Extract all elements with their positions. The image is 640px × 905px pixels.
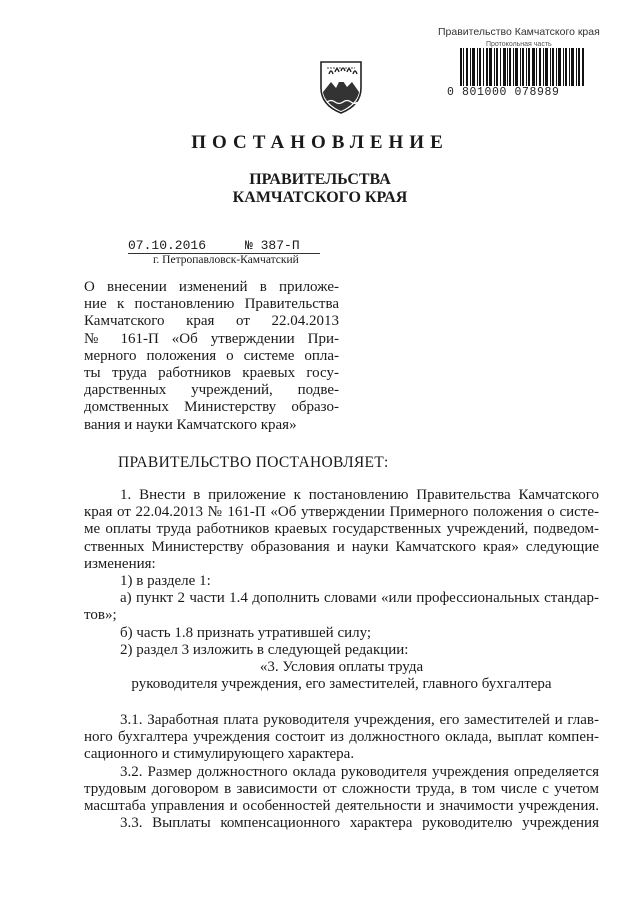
subject-line: № 161-П «Об утверждении При- xyxy=(84,330,339,347)
text-line: сационного и стимулирующего характера. xyxy=(84,746,355,763)
section-heading-line: «3. Условия оплаты труда xyxy=(259,659,424,676)
kamchatka-emblem-icon xyxy=(317,58,365,114)
issuer-line-2: КАМЧАТСКОГО КРАЯ xyxy=(232,189,408,206)
text-line: б) часть 1.8 признать утратившей силу; xyxy=(120,624,372,641)
subject-line: ты труда работников краевых госу- xyxy=(84,365,339,382)
document-title: ПОСТАНОВЛЕНИЕ xyxy=(191,132,449,153)
text-line: а) пункт 2 части 1.4 дополнить словами «или профессиональных стандар- xyxy=(120,590,599,607)
text-line: ного бухгалтера учреждения состоит из должностного оклада, выплат компен- xyxy=(84,729,599,746)
text-line: масштаба управления и особенностей деятельности и значимости учреждения. xyxy=(84,798,599,815)
decree-heading: ПРАВИТЕЛЬСТВО ПОСТАНОВЛЯЕТ: xyxy=(118,454,389,471)
text-line: ме оплаты труда работников краевых государственных учреждений, подведом- xyxy=(84,521,599,538)
paragraph-3-1 xyxy=(84,712,599,832)
text-line: 3.1. Заработная плата руководителя учреждения, его заместителей и глав- xyxy=(120,712,599,728)
issue-city: г. Петропавловск-Камчатский xyxy=(153,254,299,266)
barcode xyxy=(460,48,584,86)
text-line: ственных Министерству образования и науки Камчатского края» следующие xyxy=(84,538,599,555)
subject-line: О внесении изменений в приложе- xyxy=(84,279,339,295)
text-line: 3.2. Размер должностного оклада руководителя учреждения определяется xyxy=(120,763,599,780)
text-line: тов»; xyxy=(84,607,117,624)
subject-line: дарственных учреждений, подве- xyxy=(84,382,339,399)
issuer-line-1: ПРАВИТЕЛЬСТВА xyxy=(249,171,391,188)
text-line: трудовым договором в зависимости от сложности труда, в том числе с учетом xyxy=(84,780,599,797)
text-line: 3.3. Выплаты компенсационного характера руководителю учреждения xyxy=(120,815,599,832)
document-subject xyxy=(84,279,339,434)
date-and-number: 07.10.2016 № 387-П xyxy=(128,238,320,254)
barcode-number: 0 801000 078989 xyxy=(447,86,560,99)
text-line: 1. Внести в приложение к постановлению Правительства Камчатского xyxy=(120,487,599,503)
section-heading-line: руководителя учреждения, его заместителей, главного бухгалтера xyxy=(131,676,552,693)
subject-line: ние к постановлению Правительства xyxy=(84,296,339,313)
subject-line: Камчатского края от 22.04.2013 xyxy=(84,313,339,330)
paragraph-1 xyxy=(84,487,599,693)
subject-line: домственных Министерству образо- xyxy=(84,399,339,416)
subject-line: вания и науки Камчатского края» xyxy=(84,416,297,433)
stamp-organization: Правительство Камчатского края xyxy=(438,26,600,38)
text-line: 1) в разделе 1: xyxy=(120,573,211,590)
stamp-subtitle: Протокольная часть xyxy=(486,41,552,48)
subject-line: мерного положения о системе опла- xyxy=(84,347,339,364)
text-line: изменения: xyxy=(84,555,156,572)
text-line: 2) раздел 3 изложить в следующей редакции: xyxy=(120,641,409,658)
text-line: края от 22.04.2013 № 161-П «Об утверждении Примерного положения о систе- xyxy=(84,504,599,521)
